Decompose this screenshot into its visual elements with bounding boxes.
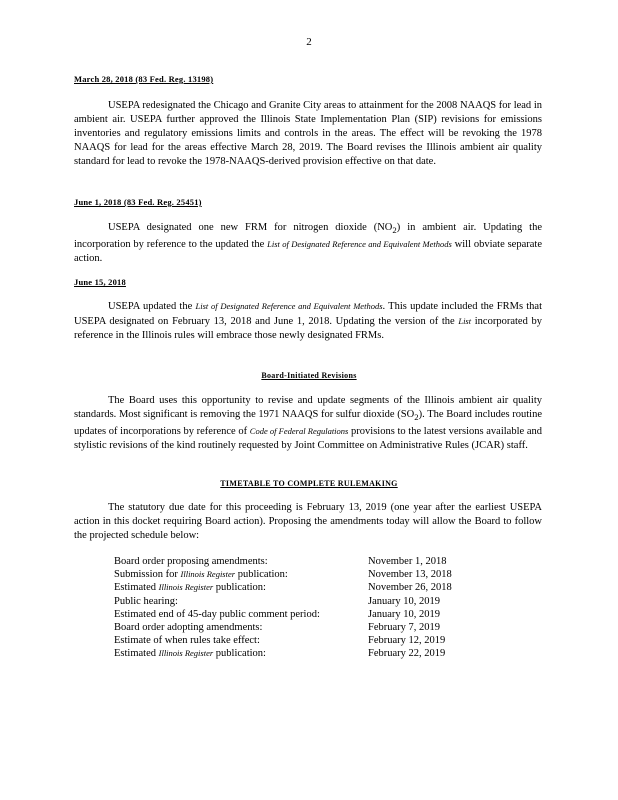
italic-title: List of Designated Reference and Equivalent Methods (195, 301, 383, 311)
schedule-event (114, 608, 368, 621)
paragraph-text: . This update included the FRMs that USEPA designated on February 13, 2018 and June 1, 2018. Updating the version of the (74, 301, 543, 327)
paragraph-text: The Board uses this opportunity to revise and update segments of the Illinois ambient air quality standards. Most significant is removing the 1971 NAAQS for sulfur dioxide (SO (74, 395, 542, 420)
schedule-row (114, 555, 474, 568)
event-italic: Illinois Register (158, 648, 214, 659)
heading-june-1-2018: June 1, 2018 (83 Fed. Reg. 25451) (74, 197, 202, 207)
schedule-row (114, 621, 474, 634)
event-text: Public hearing: (114, 595, 178, 607)
heading-march-2018: March 28, 2018 (83 Fed. Reg. 13198) (74, 74, 214, 84)
paragraph-timetable (74, 501, 542, 543)
page-number: 2 (306, 36, 312, 48)
paragraph-text: incorporated by reference in the Illinois rules will embrace those newly designated FRMs. (74, 316, 542, 341)
paragraph-text: USEPA updated the (108, 301, 196, 312)
paragraph-text: will obviate separate action. (74, 239, 542, 265)
event-text: Estimate of when rules take effect: (114, 635, 260, 647)
heading-board-initiated-revisions: Board-Initiated Revisions (261, 371, 357, 380)
schedule-date: November 13, 2018 (368, 569, 452, 581)
heading-timetable: TIMETABLE TO COMPLETE RULEMAKING (220, 479, 398, 488)
paragraph-text: provisions to the latest versions available and stylistic revisions of the kind routinely requested by Joint Committee on Administrative Rules (JCAR) staff. (74, 426, 542, 452)
italic-title: List (458, 316, 472, 326)
paragraph-text: ) in ambient air. Updating the incorporation by reference to the updated the (74, 222, 542, 251)
schedule-event (114, 621, 368, 634)
event-text: Board order adopting amendments: (114, 621, 263, 633)
italic-title: List of Designated Reference and Equivalent Methods (267, 239, 452, 250)
paragraph-board-initiated-revisions (74, 394, 542, 453)
event-text: publication: (213, 582, 266, 594)
event-italic: Illinois Register (180, 569, 236, 580)
schedule-date: November 26, 2018 (368, 582, 452, 594)
schedule-event (114, 555, 368, 568)
schedule-date: January 10, 2019 (368, 595, 441, 607)
event-text: Submission for (114, 569, 181, 581)
schedule-row (114, 568, 474, 581)
schedule-row (114, 647, 474, 660)
paragraph-text: The statutory due date for this proceeding is February 13, 2019 (one year after the earliest USEPA action in this docket requiring Board action). Proposing the amendments today will allow the Board to follow the projected schedule below: (74, 502, 542, 541)
paragraph-text: USEPA redesignated the Chicago and Granite City areas to attainment for the 2008 NAAQS for lead in ambient air. USEPA further approved the Illinois State Implementation Plan (SIP) revisions for emissions inventories and regulatory emissions limits and controls in the areas. The effect will be revoking the 1978 NAAQS for lead for the areas effective March 28, 2019. The Board revises the Illinois ambient air quality standard for lead to revoke the 1978-NAAQS-derived provision effective on that date. (74, 100, 542, 167)
italic-title: Code of Federal Regulations (249, 426, 349, 437)
paragraph-june-1-2018 (74, 221, 542, 266)
event-text: Estimated (114, 648, 159, 660)
schedule-row (114, 634, 474, 647)
paragraph-march-2018 (74, 99, 542, 169)
schedule-date: January 10, 2019 (368, 608, 441, 620)
paragraph-text: ). The Board includes routine updates of incorporations by reference of (74, 409, 542, 438)
event-text: Board order proposing amendments: (114, 556, 268, 567)
schedule-row (114, 608, 474, 621)
schedule-date: February 12, 2019 (368, 635, 446, 647)
paragraph-june-15-2018 (74, 299, 542, 343)
schedule-date: November 1, 2018 (368, 556, 447, 567)
schedule-event (114, 568, 368, 581)
paragraph-text: USEPA designated one new FRM for nitrogen dioxide (NO (108, 222, 393, 233)
schedule-event (114, 581, 368, 594)
subscript: 2 (392, 225, 397, 236)
schedule-row (114, 595, 474, 608)
schedule-list (114, 555, 474, 661)
event-text: Estimated (114, 582, 159, 594)
schedule-row (114, 581, 474, 594)
heading-june-15-2018: June 15, 2018 (74, 277, 126, 287)
event-text: publication: (235, 569, 288, 581)
schedule-event (114, 647, 368, 660)
subscript: 2 (414, 412, 419, 423)
schedule-event (114, 634, 368, 647)
schedule-date: February 7, 2019 (368, 621, 441, 633)
event-italic: Illinois Register (158, 582, 214, 593)
schedule-event (114, 595, 368, 608)
event-text: publication: (213, 648, 266, 660)
schedule-date: February 22, 2019 (368, 648, 446, 660)
event-text: Estimated end of 45-day public comment period: (114, 608, 320, 620)
